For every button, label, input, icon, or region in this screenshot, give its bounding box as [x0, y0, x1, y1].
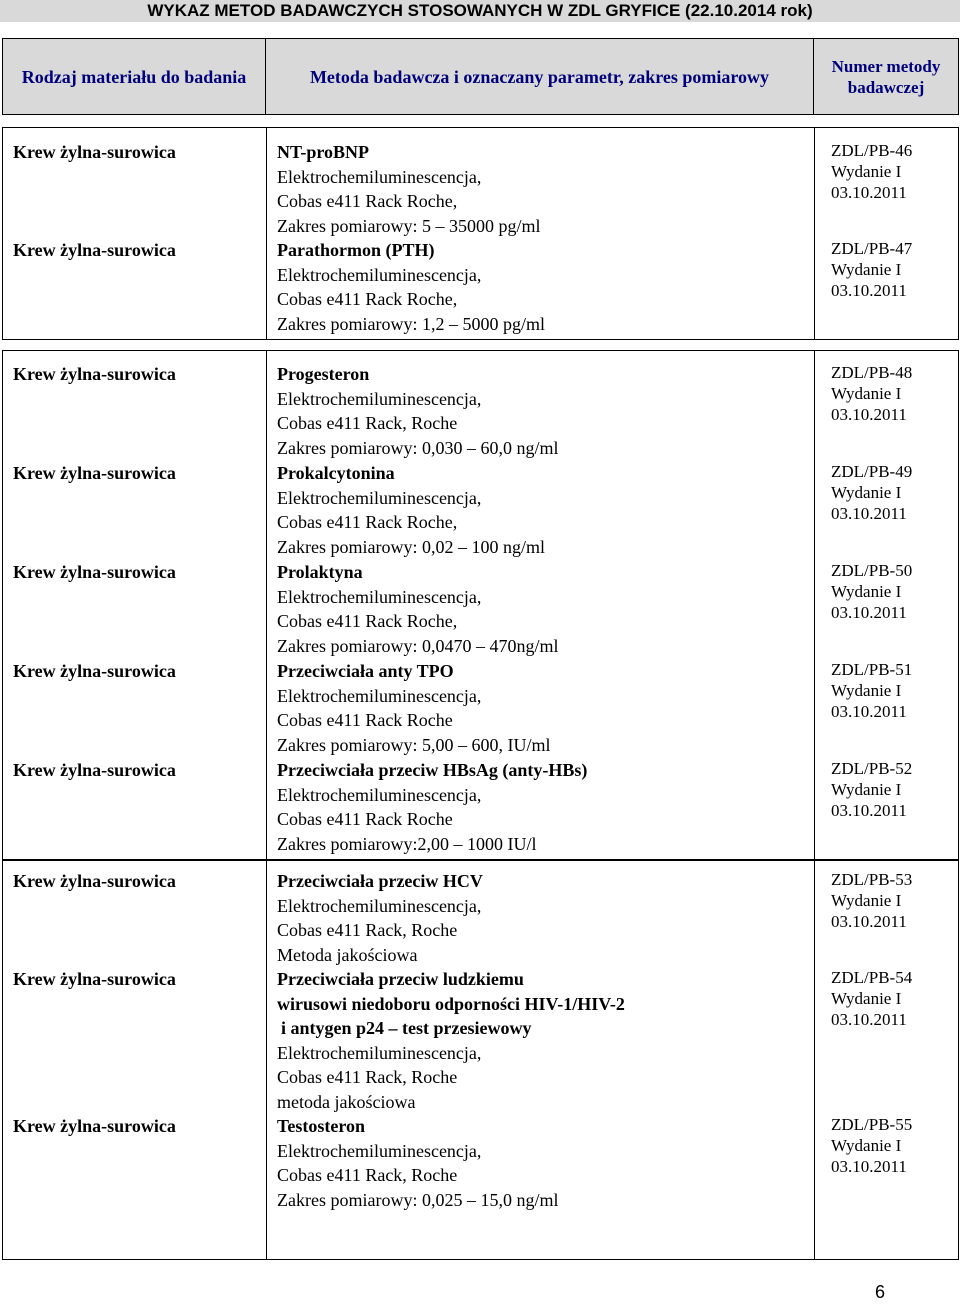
parameter-name: Prolaktyna: [277, 562, 363, 582]
parameter-name: NT-proBNP: [277, 142, 370, 162]
method-number-cell: ZDL/PB-50 Wydanie I 03.10.2011: [831, 561, 913, 622]
method-number-cell: ZDL/PB-53 Wydanie I 03.10.2011: [831, 870, 913, 931]
method-cell: Przeciwciała przeciw ludzkiemu wirusowi niedoboru odporności HIV-1/HIV-2 i antygen p24 – test przesiewowy Elektrochemiluminescencja, Cobas e411 Rack, Roche metoda jakościowa: [277, 967, 807, 1114]
method-cell: Przeciwciała przeciw HCV Elektrochemiluminescencja, Cobas e411 Rack, Roche Metoda jakościowa: [277, 869, 807, 967]
method-cell: Prokalcytonina Elektrochemiluminescencja, Cobas e411 Rack Roche, Zakres pomiarowy: 0,02 – 100 ng/ml: [277, 461, 807, 559]
material-cell: Krew żylna-surowica: [13, 871, 176, 891]
method-number-cell: ZDL/PB-51 Wydanie I 03.10.2011: [831, 660, 913, 721]
method-number-cell: ZDL/PB-55 Wydanie I 03.10.2011: [831, 1115, 913, 1176]
page-title: WYKAZ METOD BADAWCZYCH STOSOWANYCH W ZDL GRYFICE (22.10.2014 rok): [0, 0, 960, 22]
parameter-name: Testosteron: [277, 1116, 366, 1136]
material-cell: Krew żylna-surowica: [13, 364, 176, 384]
method-cell: Prolaktyna Elektrochemiluminescencja, Cobas e411 Rack Roche, Zakres pomiarowy: 0,0470 – 470ng/ml: [277, 560, 807, 658]
material-cell: Krew żylna-surowica: [13, 661, 176, 681]
parameter-name: Przeciwciała przeciw HCV: [277, 871, 483, 891]
method-number-cell: ZDL/PB-46 Wydanie I 03.10.2011: [831, 141, 913, 202]
parameter-name: Przeciwciała przeciw ludzkiemu: [277, 969, 524, 989]
column-header-method: Metoda badawcza i oznaczany parametr, zakres pomiarowy: [265, 38, 814, 115]
table-section-1: [2, 127, 959, 340]
parameter-name: Przeciwciała przeciw HBsAg (anty-HBs): [277, 760, 588, 780]
parameter-name: Parathormon (PTH): [277, 240, 435, 260]
method-number-cell: ZDL/PB-47 Wydanie I 03.10.2011: [831, 239, 913, 300]
material-cell: Krew żylna-surowica: [13, 562, 176, 582]
column-header-material: Rodzaj materiału do badania: [2, 38, 266, 115]
column-header-number: Numer metody badawczej: [813, 38, 959, 115]
method-cell: Testosteron Elektrochemiluminescencja, Cobas e411 Rack, Roche Zakres pomiarowy: 0,025 – 15,0 ng/ml: [277, 1114, 807, 1212]
table-section-2: [2, 350, 959, 860]
parameter-name: Przeciwciała anty TPO: [277, 661, 454, 681]
material-cell: Krew żylna-surowica: [13, 463, 176, 483]
method-cell: Progesteron Elektrochemiluminescencja, Cobas e411 Rack, Roche Zakres pomiarowy: 0,030 – 60,0 ng/ml: [277, 362, 807, 460]
method-cell: NT-proBNP Elektrochemiluminescencja, Cobas e411 Rack Roche, Zakres pomiarowy: 5 – 35000 pg/ml: [277, 140, 807, 238]
method-cell: Parathormon (PTH) Elektrochemiluminescencja, Cobas e411 Rack Roche, Zakres pomiarowy: 1,2 – 5000 pg/ml: [277, 238, 807, 336]
material-cell: Krew żylna-surowica: [13, 240, 176, 260]
material-cell: Krew żylna-surowica: [13, 969, 176, 989]
material-cell: Krew żylna-surowica: [13, 1116, 176, 1136]
table-section-3: [2, 860, 959, 1260]
method-number-cell: ZDL/PB-52 Wydanie I 03.10.2011: [831, 759, 913, 820]
method-number-cell: ZDL/PB-49 Wydanie I 03.10.2011: [831, 462, 913, 523]
material-cell: Krew żylna-surowica: [13, 142, 176, 162]
parameter-name: Progesteron: [277, 364, 370, 384]
material-cell: Krew żylna-surowica: [13, 760, 176, 780]
page-number: 6: [874, 1282, 885, 1302]
method-number-cell: ZDL/PB-48 Wydanie I 03.10.2011: [831, 363, 913, 424]
method-cell: Przeciwciała przeciw HBsAg (anty-HBs) Elektrochemiluminescencja, Cobas e411 Rack Roche Zakres pomiarowy:2,00 – 1000 IU/l: [277, 758, 807, 856]
method-cell: Przeciwciała anty TPO Elektrochemiluminescencja, Cobas e411 Rack Roche Zakres pomiarowy: 5,00 – 600, IU/ml: [277, 659, 807, 757]
parameter-name: Prokalcytonina: [277, 463, 395, 483]
method-number-cell: ZDL/PB-54 Wydanie I 03.10.2011: [831, 968, 913, 1029]
